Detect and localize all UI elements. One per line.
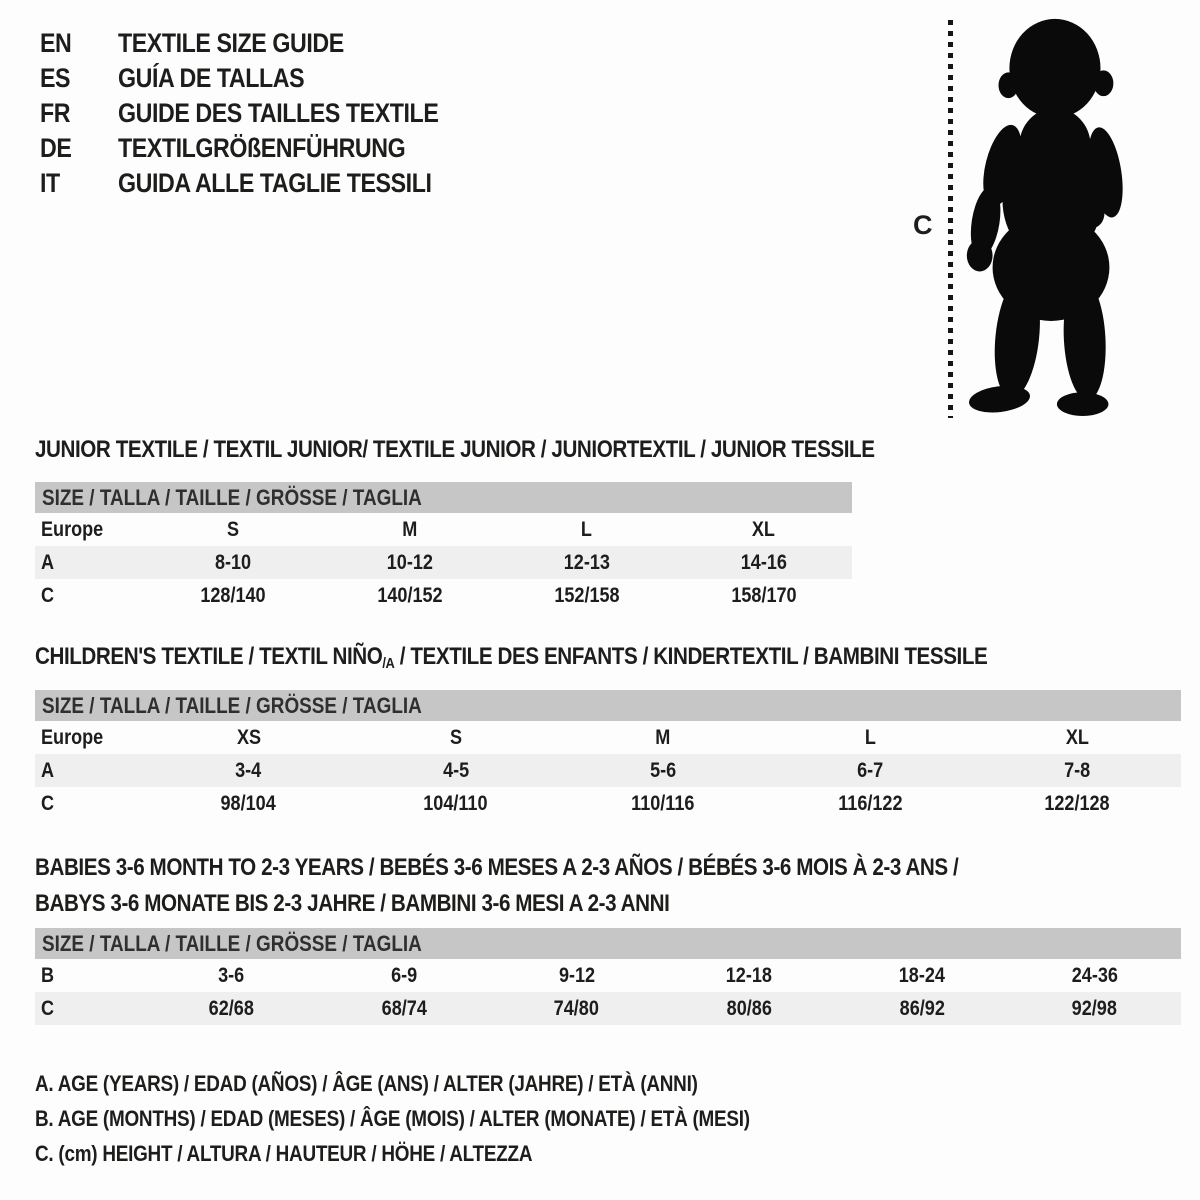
cell-value: 9-12 — [558, 963, 595, 987]
language-row-fr — [40, 96, 491, 131]
language-title: TEXTILGRÖßENFÜHRUNG — [118, 133, 406, 163]
childrens-size-table — [35, 690, 1181, 820]
cell-value: 5-6 — [649, 758, 677, 782]
cell-value: 110/116 — [631, 791, 695, 815]
size-header: S — [449, 725, 462, 749]
cell-value: 3-6 — [218, 963, 245, 987]
table-row — [35, 546, 852, 579]
row-label: A — [41, 550, 55, 574]
cell-value: 140/152 — [377, 583, 443, 607]
cell-value: 8-10 — [215, 550, 252, 574]
babies-section-title-line1: BABIES 3-6 MONTH TO 2-3 YEARS / BEBÉS 3-6 MESES A 2-3 AÑOS / BÉBÉS 3-6 MOIS À 2-3 ANS / — [35, 854, 959, 881]
cell-value: 86/92 — [899, 996, 945, 1020]
cell-value: 3-4 — [235, 758, 262, 782]
cell-value: 18-24 — [898, 963, 946, 987]
language-code: DE — [40, 133, 72, 163]
size-header: XS — [236, 725, 261, 749]
junior-section — [35, 436, 875, 612]
cell-value: 62/68 — [208, 996, 254, 1020]
height-dashed-line-icon — [948, 20, 953, 418]
cell-value: 4-5 — [442, 758, 469, 782]
cell-value: 7-8 — [1064, 758, 1091, 782]
cell-value: 158/170 — [730, 583, 797, 607]
cell-value: 6-7 — [857, 758, 884, 782]
legend-line-c: C. (cm) HEIGHT / ALTURA / HAUTEUR / HÖHE / ALTEZZA — [35, 1141, 533, 1166]
language-title: TEXTILE SIZE GUIDE — [118, 28, 344, 58]
table-header-row — [35, 721, 1181, 754]
cell-value: 152/158 — [554, 583, 620, 607]
legend-line-a: A. AGE (YEARS) / EDAD (AÑOS) / ÂGE (ANS) / ALTER (JAHRE) / ETÀ (ANNI) — [35, 1071, 698, 1096]
cell-value: 24-36 — [1071, 963, 1118, 987]
size-bar-row — [35, 928, 1181, 959]
language-row-en — [40, 26, 491, 61]
size-header: XL — [1065, 725, 1089, 749]
table-header-row — [35, 513, 852, 546]
table-row — [35, 959, 1181, 992]
cell-value: 116/122 — [837, 791, 903, 815]
language-row-de — [40, 131, 491, 166]
measure-legend — [35, 1066, 866, 1171]
toddler-silhouette-icon — [955, 12, 1145, 418]
row-label: C — [41, 996, 55, 1020]
height-figure — [895, 10, 1165, 426]
cell-value: 98/104 — [220, 791, 277, 815]
region-header: Europe — [41, 517, 104, 541]
legend-line-b: B. AGE (MONTHS) / EDAD (MESES) / ÂGE (MOIS) / ALTER (MONATE) / ETÀ (MESI) — [35, 1106, 750, 1131]
cell-value: 74/80 — [554, 996, 600, 1020]
language-code: IT — [40, 168, 60, 198]
row-label: B — [41, 963, 55, 987]
size-header: M — [655, 725, 671, 749]
nino-a-subscript: /A — [382, 655, 395, 672]
size-header: XL — [752, 517, 776, 541]
cell-value: 80/86 — [726, 996, 772, 1020]
language-title: GUÍA DE TALLAS — [118, 63, 305, 93]
cell-value: 14-16 — [740, 550, 787, 574]
cell-value: 10-12 — [387, 550, 434, 574]
language-code: EN — [40, 28, 72, 58]
language-row-it — [40, 166, 491, 201]
language-code: ES — [40, 63, 71, 93]
cell-value: 6-9 — [390, 963, 418, 987]
language-title: GUIDE DES TAILLES TEXTILE — [118, 98, 439, 128]
size-bar-row — [35, 690, 1181, 721]
language-title: GUIDA ALLE TAGLIE TESSILI — [118, 168, 432, 198]
height-measure-label: C — [913, 210, 933, 240]
childrens-section — [35, 643, 1181, 820]
cell-value: 104/110 — [423, 791, 488, 815]
cell-value: 12-18 — [726, 963, 773, 987]
table-row — [35, 787, 1181, 820]
region-header: Europe — [41, 725, 104, 749]
cell-value: 122/128 — [1044, 791, 1111, 815]
childrens-section-title: CHILDREN'S TEXTILE / TEXTIL $NIÑO_{/A}$ / TEXTILE DES ENFANTS / KINDERTEXTIL / BAMBINI TESSILE — [35, 643, 988, 672]
language-row-es — [40, 61, 491, 96]
size-header: L — [864, 725, 876, 749]
table-row — [35, 754, 1181, 787]
size-bar-label: SIZE / TALLA / TAILLE / GRÖSSE / TAGLIA — [42, 692, 422, 718]
babies-size-table — [35, 928, 1181, 1025]
row-label: C — [41, 791, 55, 815]
size-bar-label: SIZE / TALLA / TAILLE / GRÖSSE / TAGLIA — [42, 930, 422, 956]
babies-section-title-line2: BABYS 3-6 MONATE BIS 2-3 JAHRE / BAMBINI 3-6 MESI A 2-3 ANNI — [35, 890, 670, 917]
row-label: C — [41, 583, 55, 607]
junior-size-table — [35, 482, 852, 612]
size-header: M — [402, 517, 418, 541]
language-code: FR — [40, 98, 71, 128]
junior-section-title: JUNIOR TEXTILE / TEXTIL JUNIOR/ TEXTILE JUNIOR / JUNIORTEXTIL / JUNIOR TESSILE — [35, 436, 875, 463]
cell-value: 92/98 — [1072, 996, 1118, 1020]
table-row — [35, 579, 852, 612]
size-header: S — [227, 517, 240, 541]
cell-value: 128/140 — [200, 583, 267, 607]
language-title-list — [40, 26, 491, 201]
cell-value: 12-13 — [563, 550, 610, 574]
cell-value: 68/74 — [381, 996, 427, 1020]
table-row — [35, 992, 1181, 1025]
row-label: A — [41, 758, 55, 782]
size-bar-row — [35, 482, 852, 513]
babies-section — [35, 850, 1181, 1025]
size-bar-label: SIZE / TALLA / TAILLE / GRÖSSE / TAGLIA — [42, 484, 422, 510]
size-header: L — [581, 517, 593, 541]
